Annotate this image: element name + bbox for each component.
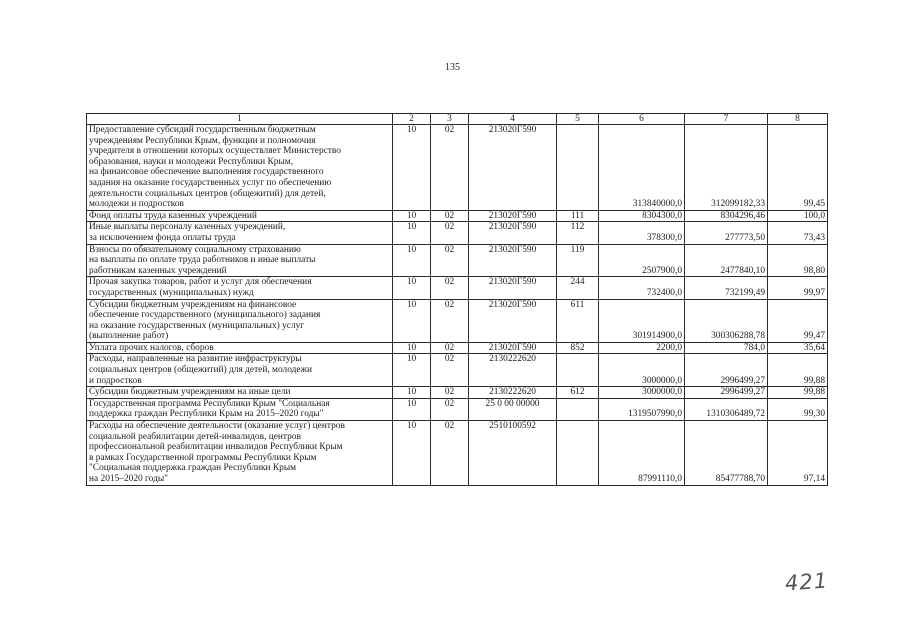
row-name-cell: Государственная программа Республики Крым "Социальная поддержка граждан Республики Крым на 2015–2020 годы"	[87, 398, 393, 420]
subsection-code-cell: 02	[431, 222, 469, 244]
section-code-cell: 10	[393, 125, 431, 211]
table-row	[87, 244, 828, 277]
table-row	[87, 387, 828, 399]
planned-amount-cell: 3000000,0	[599, 354, 685, 387]
execution-percent-cell: 100,0	[768, 210, 828, 222]
column-header: 2	[393, 114, 431, 125]
planned-amount-cell: 732400,0	[599, 277, 685, 299]
expense-type-cell	[557, 125, 599, 211]
column-header: 3	[431, 114, 469, 125]
subsection-code-cell: 02	[431, 398, 469, 420]
table-row	[87, 421, 828, 486]
column-header: 7	[685, 114, 768, 125]
target-article-cell: 213020Г590	[469, 299, 557, 342]
execution-percent-cell: 73,43	[768, 222, 828, 244]
column-header: 4	[469, 114, 557, 125]
executed-amount-cell: 277773,50	[685, 222, 768, 244]
executed-amount-cell: 2996499,27	[685, 387, 768, 399]
executed-amount-cell: 1310306489,72	[685, 398, 768, 420]
planned-amount-cell: 3000000,0	[599, 387, 685, 399]
executed-amount-cell: 8304296,46	[685, 210, 768, 222]
expense-type-cell: 119	[557, 244, 599, 277]
row-name-cell: Иные выплаты персоналу казенных учреждений, за исключением фонда оплаты труда	[87, 222, 393, 244]
table-row	[87, 277, 828, 299]
expense-type-cell	[557, 421, 599, 486]
section-code-cell: 10	[393, 222, 431, 244]
table-header-row	[87, 114, 828, 125]
section-code-cell: 10	[393, 299, 431, 342]
execution-percent-cell: 97,14	[768, 421, 828, 486]
table-row	[87, 354, 828, 387]
execution-percent-cell: 35,64	[768, 342, 828, 354]
planned-amount-cell: 2200,0	[599, 342, 685, 354]
execution-percent-cell: 99,88	[768, 387, 828, 399]
table-row	[87, 222, 828, 244]
column-header: 8	[768, 114, 828, 125]
expense-type-cell	[557, 398, 599, 420]
section-code-cell: 10	[393, 277, 431, 299]
section-code-cell: 10	[393, 210, 431, 222]
budget-table	[86, 113, 828, 486]
expense-type-cell	[557, 354, 599, 387]
executed-amount-cell: 732199,49	[685, 277, 768, 299]
planned-amount-cell: 378300,0	[599, 222, 685, 244]
column-header: 5	[557, 114, 599, 125]
target-article-cell: 213020Г590	[469, 277, 557, 299]
target-article-cell: 213020Г590	[469, 342, 557, 354]
subsection-code-cell: 02	[431, 421, 469, 486]
row-name-cell: Взносы по обязательному социальному страхованию на выплаты по оплате труда работников и иные выплаты работникам казенных учреждений	[87, 244, 393, 277]
subsection-code-cell: 02	[431, 277, 469, 299]
execution-percent-cell: 99,47	[768, 299, 828, 342]
target-article-cell: 25 0 00 00000	[469, 398, 557, 420]
execution-percent-cell: 99,97	[768, 277, 828, 299]
target-article-cell: 213020Г590	[469, 222, 557, 244]
handwritten-page-number: 421	[784, 568, 829, 596]
planned-amount-cell: 301914900,0	[599, 299, 685, 342]
column-header: 1	[87, 114, 393, 125]
table-row	[87, 210, 828, 222]
planned-amount-cell: 2507900,0	[599, 244, 685, 277]
table-row	[87, 125, 828, 211]
section-code-cell: 10	[393, 354, 431, 387]
executed-amount-cell: 784,0	[685, 342, 768, 354]
subsection-code-cell: 02	[431, 354, 469, 387]
table-row	[87, 299, 828, 342]
section-code-cell: 10	[393, 421, 431, 486]
row-name-cell: Фонд оплаты труда казенных учреждений	[87, 210, 393, 222]
executed-amount-cell: 2477840,10	[685, 244, 768, 277]
subsection-code-cell: 02	[431, 125, 469, 211]
target-article-cell: 2510100592	[469, 421, 557, 486]
expense-type-cell: 852	[557, 342, 599, 354]
row-name-cell: Субсидии бюджетным учреждениям на финансовое обеспечение государственного (муниципального) задания на оказание государственных (муниципальных) услуг (выполнение работ)	[87, 299, 393, 342]
planned-amount-cell: 1319507990,0	[599, 398, 685, 420]
table-row	[87, 398, 828, 420]
executed-amount-cell: 2996499,27	[685, 354, 768, 387]
table-body	[87, 114, 828, 486]
expense-type-cell: 611	[557, 299, 599, 342]
target-article-cell: 2130222620	[469, 354, 557, 387]
expense-type-cell: 244	[557, 277, 599, 299]
subsection-code-cell: 02	[431, 342, 469, 354]
planned-amount-cell: 8304300,0	[599, 210, 685, 222]
table-row	[87, 342, 828, 354]
expense-type-cell: 112	[557, 222, 599, 244]
section-code-cell: 10	[393, 387, 431, 399]
expense-type-cell: 111	[557, 210, 599, 222]
row-name-cell: Предоставление субсидий государственным бюджетным учреждениям Республики Крым, функции и полномочия учредителя в отношении которых осуществляет Министерство образования, науки и молодежи Республики Крым, на финансовое обеспечение выполнения государственного задания на оказание государственных услуг по обеспечению деятельности социальных центров (общежитий) для детей, молодежи и подростков	[87, 125, 393, 211]
target-article-cell: 213020Г590	[469, 244, 557, 277]
section-code-cell: 10	[393, 398, 431, 420]
row-name-cell: Расходы, направленные на развитие инфраструктуры социальных центров (общежитий) для детей, молодежи и подростков	[87, 354, 393, 387]
executed-amount-cell: 312099182,33	[685, 125, 768, 211]
row-name-cell: Субсидии бюджетным учреждениям на иные цели	[87, 387, 393, 399]
target-article-cell: 213020Г590	[469, 125, 557, 211]
target-article-cell: 213020Г590	[469, 210, 557, 222]
subsection-code-cell: 02	[431, 244, 469, 277]
execution-percent-cell: 98,80	[768, 244, 828, 277]
target-article-cell: 2130222620	[469, 387, 557, 399]
execution-percent-cell: 99,45	[768, 125, 828, 211]
row-name-cell: Расходы на обеспечение деятельности (оказание услуг) центров социальной реабилитации детей-инвалидов, центров профессиональной реабилитации инвалидов Республики Крым в рамках Государственной программы Республики Крым "Социальная поддержка граждан Республики Крым на 2015–2020 годы"	[87, 421, 393, 486]
executed-amount-cell: 300306288,78	[685, 299, 768, 342]
subsection-code-cell: 02	[431, 299, 469, 342]
column-header: 6	[599, 114, 685, 125]
subsection-code-cell: 02	[431, 210, 469, 222]
subsection-code-cell: 02	[431, 387, 469, 399]
section-code-cell: 10	[393, 342, 431, 354]
executed-amount-cell: 85477788,70	[685, 421, 768, 486]
row-name-cell: Прочая закупка товаров, работ и услуг для обеспечения государственных (муниципальных) нужд	[87, 277, 393, 299]
planned-amount-cell: 87991110,0	[599, 421, 685, 486]
execution-percent-cell: 99,88	[768, 354, 828, 387]
planned-amount-cell: 313840000,0	[599, 125, 685, 211]
row-name-cell: Уплата прочих налогов, сборов	[87, 342, 393, 354]
section-code-cell: 10	[393, 244, 431, 277]
page-number: 135	[445, 62, 460, 73]
expense-type-cell: 612	[557, 387, 599, 399]
execution-percent-cell: 99,30	[768, 398, 828, 420]
